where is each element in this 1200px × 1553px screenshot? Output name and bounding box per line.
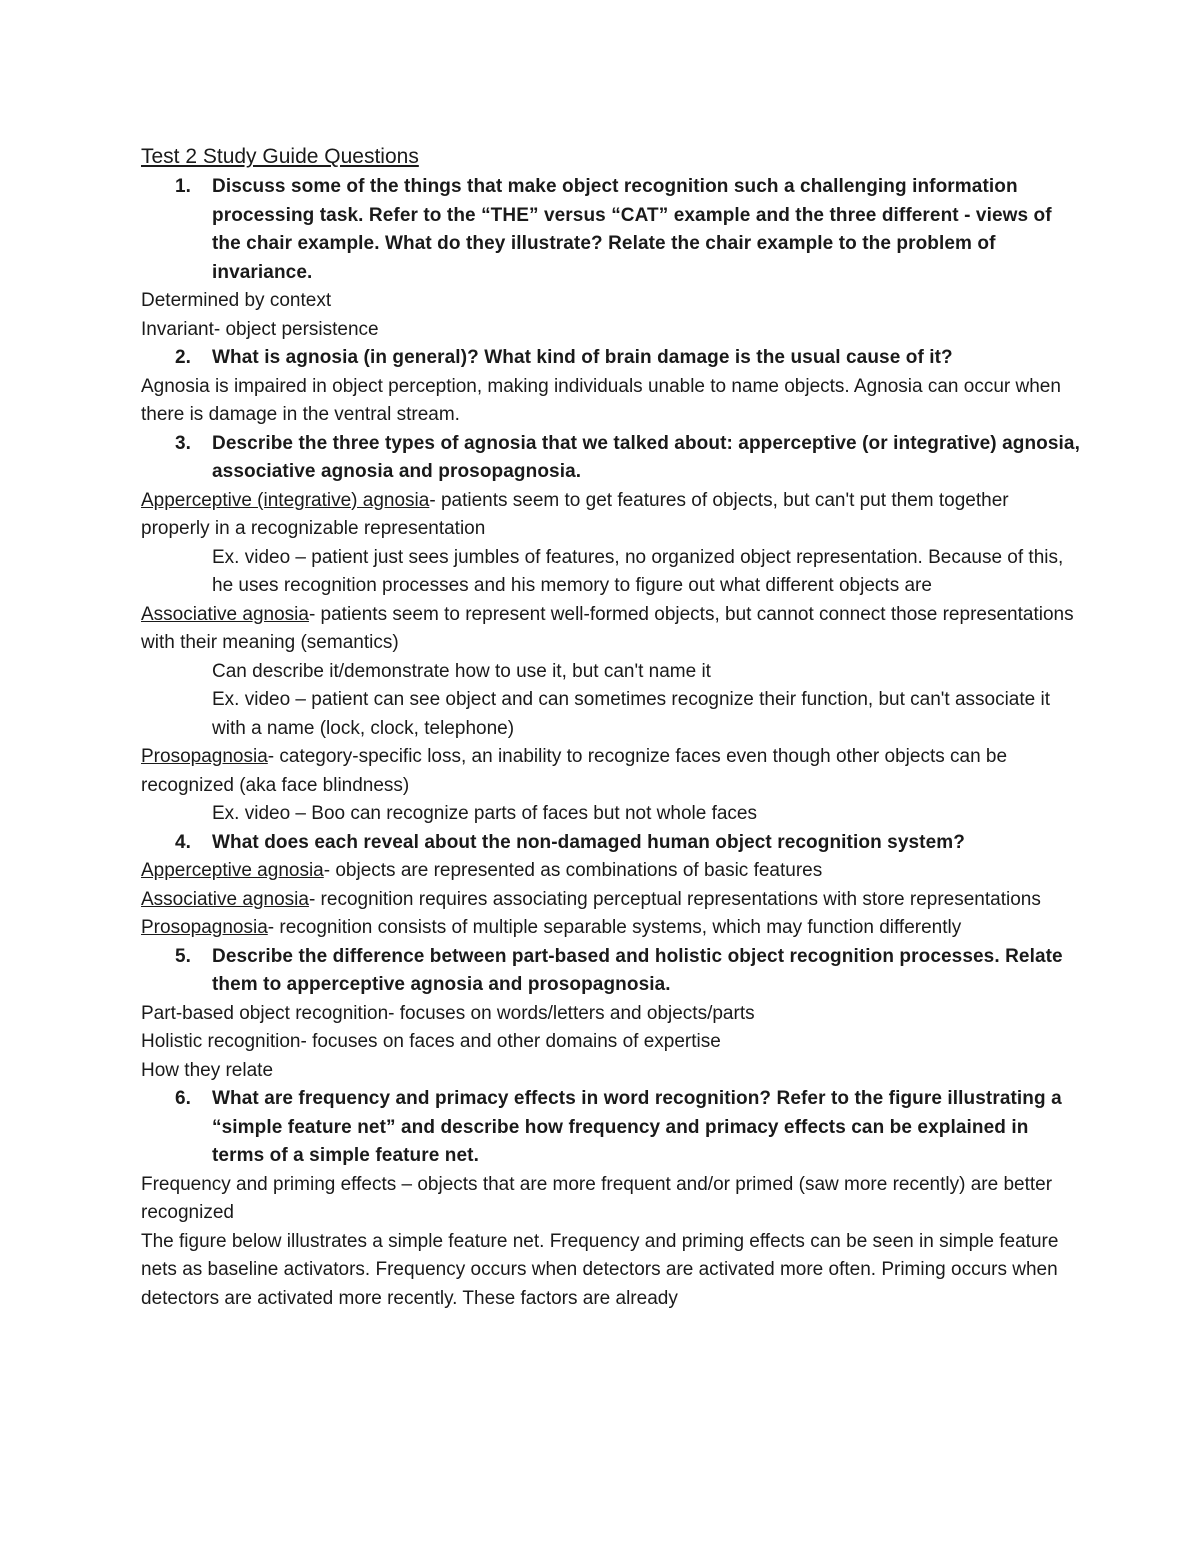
question-number: 3. — [175, 432, 192, 454]
answer-3-prosopagnosia — [141, 743, 1081, 800]
answer-3-apperceptive — [141, 487, 1081, 544]
question-text: What are frequency and primacy effects in word recognition? Refer to the figure illustrating a “simple feature net” and describe how frequency and primacy effects can be explained in terms of a simple feature net. — [212, 1088, 1062, 1166]
question-text: What does each reveal about the non-damaged human object recognition system? — [212, 831, 965, 853]
answer-4-associative — [141, 886, 1081, 915]
definition-prosopagnosia: - recognition consists of multiple separable systems, which may function differently — [267, 917, 962, 938]
example-prosopagnosia: Ex. video – Boo can recognize parts of faces but not whole faces — [212, 803, 757, 824]
question-6 — [141, 1085, 1081, 1171]
question-number: 1. — [175, 176, 192, 197]
question-number: 5. — [175, 945, 192, 967]
question-number: 6. — [175, 1088, 192, 1109]
answer-1-line-1: Determined by context — [141, 290, 332, 311]
definition-apperceptive: - patients seem to get features of objects, but can't put them together properly in a recognizable representation — [141, 489, 1009, 539]
example-apperceptive: Ex. video – patient just sees jumbles of features, no organized object representation. Because of this, he uses recognition processes and his memory to figure out what different objects are — [212, 546, 1064, 596]
answer-6-line-1: Frequency and priming effects – objects that are more frequent and/or primed (saw more recently) are better recognized — [141, 1173, 1053, 1223]
term-prosopagnosia: Prosopagnosia — [141, 746, 268, 767]
question-number: 2. — [175, 347, 192, 368]
answer-6-line-2: The figure below illustrates a simple feature net. Frequency and priming effects can be seen in simple feature nets as baseline activators. Frequency occurs when detectors are activated more often. Priming occurs when detectors are activated more recently. These factors are already — [141, 1230, 1059, 1309]
question-3 — [141, 430, 1081, 487]
definition-prosopagnosia: - category-specific loss, an inability to recognize faces even though other objects can be recognized (aka face blindness) — [141, 746, 1008, 796]
answer-5-line-2: Holistic recognition- focuses on faces and other domains of expertise — [141, 1031, 721, 1052]
question-2 — [141, 344, 1081, 373]
definition-apperceptive: - objects are represented as combinations of basic features — [323, 860, 823, 881]
question-text: Discuss some of the things that make object recognition such a challenging information processing task. Refer to the “THE” versus “CAT” example and the three different - views of the chair example. What do they illustrate? Relate the chair example to the problem of invariance. — [212, 176, 1052, 283]
term-associative: Associative agnosia — [141, 603, 309, 625]
answer-1-line-2: Invariant- object persistence — [141, 318, 379, 340]
question-text: Describe the three types of agnosia that we talked about: apperceptive (or integrative) agnosia, associative agnosia and prosopagnosia. — [212, 432, 1080, 482]
note-associative: Can describe it/demonstrate how to use it, but can't name it — [212, 660, 711, 682]
document-page — [141, 140, 1081, 1313]
answer-4-apperceptive — [141, 857, 1081, 886]
question-text: Describe the difference between part-based and holistic object recognition processes. Relate them to apperceptive agnosia and prosopagnosia. — [212, 945, 1063, 995]
answer-3-associative — [141, 601, 1081, 658]
question-4 — [141, 829, 1081, 858]
term-associative: Associative agnosia — [141, 888, 309, 910]
answer-5-line-1: Part-based object recognition- focuses on words/letters and objects/parts — [141, 1002, 755, 1024]
answer-4-prosopagnosia — [141, 914, 1081, 943]
term-apperceptive: Apperceptive agnosia — [141, 860, 324, 881]
answer-2: Agnosia is impaired in object perception, making individuals unable to name objects. Agnosia can occur when there is damage in the ventral stream. — [141, 375, 1061, 425]
page-title: Test 2 Study Guide Questions — [141, 145, 419, 168]
answer-5-line-3: How they relate — [141, 1059, 274, 1081]
question-5 — [141, 943, 1081, 1000]
example-associative: Ex. video – patient can see object and can sometimes recognize their function, but can't associate it with a name (lock, clock, telephone) — [212, 689, 1050, 739]
question-1 — [141, 173, 1081, 287]
definition-associative: - patients seem to represent well-formed objects, but cannot connect those representations with their meaning (semantics) — [141, 603, 1074, 653]
question-text: What is agnosia (in general)? What kind of brain damage is the usual cause of it? — [212, 347, 953, 368]
term-prosopagnosia: Prosopagnosia — [141, 917, 268, 938]
question-number: 4. — [175, 831, 192, 853]
definition-associative: - recognition requires associating perceptual representations with store representations — [308, 888, 1041, 910]
term-apperceptive: Apperceptive (integrative) agnosia — [141, 489, 430, 511]
